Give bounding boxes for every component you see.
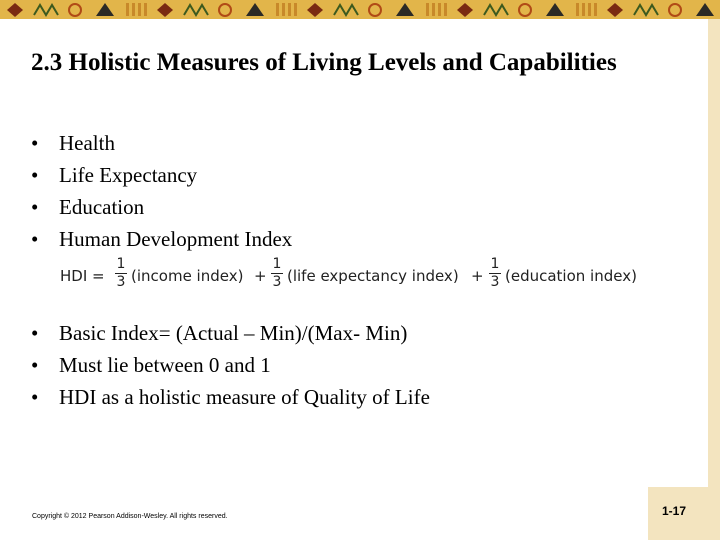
list-item-text: Health xyxy=(59,131,115,155)
list-item xyxy=(31,191,292,223)
formula-plus: + xyxy=(254,267,267,285)
list-item-text: Must lie between 0 and 1 xyxy=(59,353,271,377)
copyright-notice: Copyright © 2012 Pearson Addison-Wesley. All rights reserved. xyxy=(32,513,228,520)
list-item-text: HDI as a holistic measure of Quality of Life xyxy=(59,385,430,409)
list-item xyxy=(31,349,430,381)
bullet-icon: • xyxy=(31,195,39,219)
formula-term-life-expectancy: (life expectancy index) xyxy=(287,267,459,285)
list-item-text: Human Development Index xyxy=(59,227,293,251)
list-item xyxy=(31,127,292,159)
formula-term-income: (income index) xyxy=(131,267,244,285)
list-item-text: Education xyxy=(59,195,145,219)
formula-plus: + xyxy=(471,267,484,285)
list-item xyxy=(31,317,430,349)
list-item xyxy=(31,159,292,191)
fraction-numerator: 1 xyxy=(490,256,500,272)
fraction-numerator: 1 xyxy=(272,256,282,272)
fraction-denominator: 3 xyxy=(272,274,282,290)
fraction-numerator: 1 xyxy=(116,256,126,272)
slide-number: 1-17 xyxy=(662,504,687,518)
bullet-icon: • xyxy=(31,131,39,155)
list-item xyxy=(31,223,292,255)
fraction-denominator: 3 xyxy=(116,274,126,290)
list-item-text: Life Expectancy xyxy=(59,163,198,187)
bullet-icon: • xyxy=(31,385,39,409)
formula-lhs: HDI = xyxy=(60,267,105,285)
list-item-text: Basic Index= (Actual – Min)/(Max- Min) xyxy=(59,321,408,345)
bullet-icon: • xyxy=(31,353,39,377)
decorative-side-strip xyxy=(708,19,720,540)
bullet-list-notes xyxy=(31,317,430,413)
bullet-icon: • xyxy=(31,321,39,345)
slide-number-panel xyxy=(648,487,708,540)
bullet-icon: • xyxy=(31,227,39,251)
fraction-denominator: 3 xyxy=(490,274,500,290)
formula-term-education: (education index) xyxy=(505,267,637,285)
formula-fraction xyxy=(489,256,501,291)
bullet-icon: • xyxy=(31,163,39,187)
list-item xyxy=(31,381,430,413)
formula-fraction xyxy=(271,256,283,291)
slide-title: 2.3 Holistic Measures of Living Levels and Capabilities xyxy=(31,49,617,76)
bullet-list-topics xyxy=(31,127,292,255)
decorative-top-border xyxy=(0,0,720,19)
formula-fraction xyxy=(115,256,127,291)
